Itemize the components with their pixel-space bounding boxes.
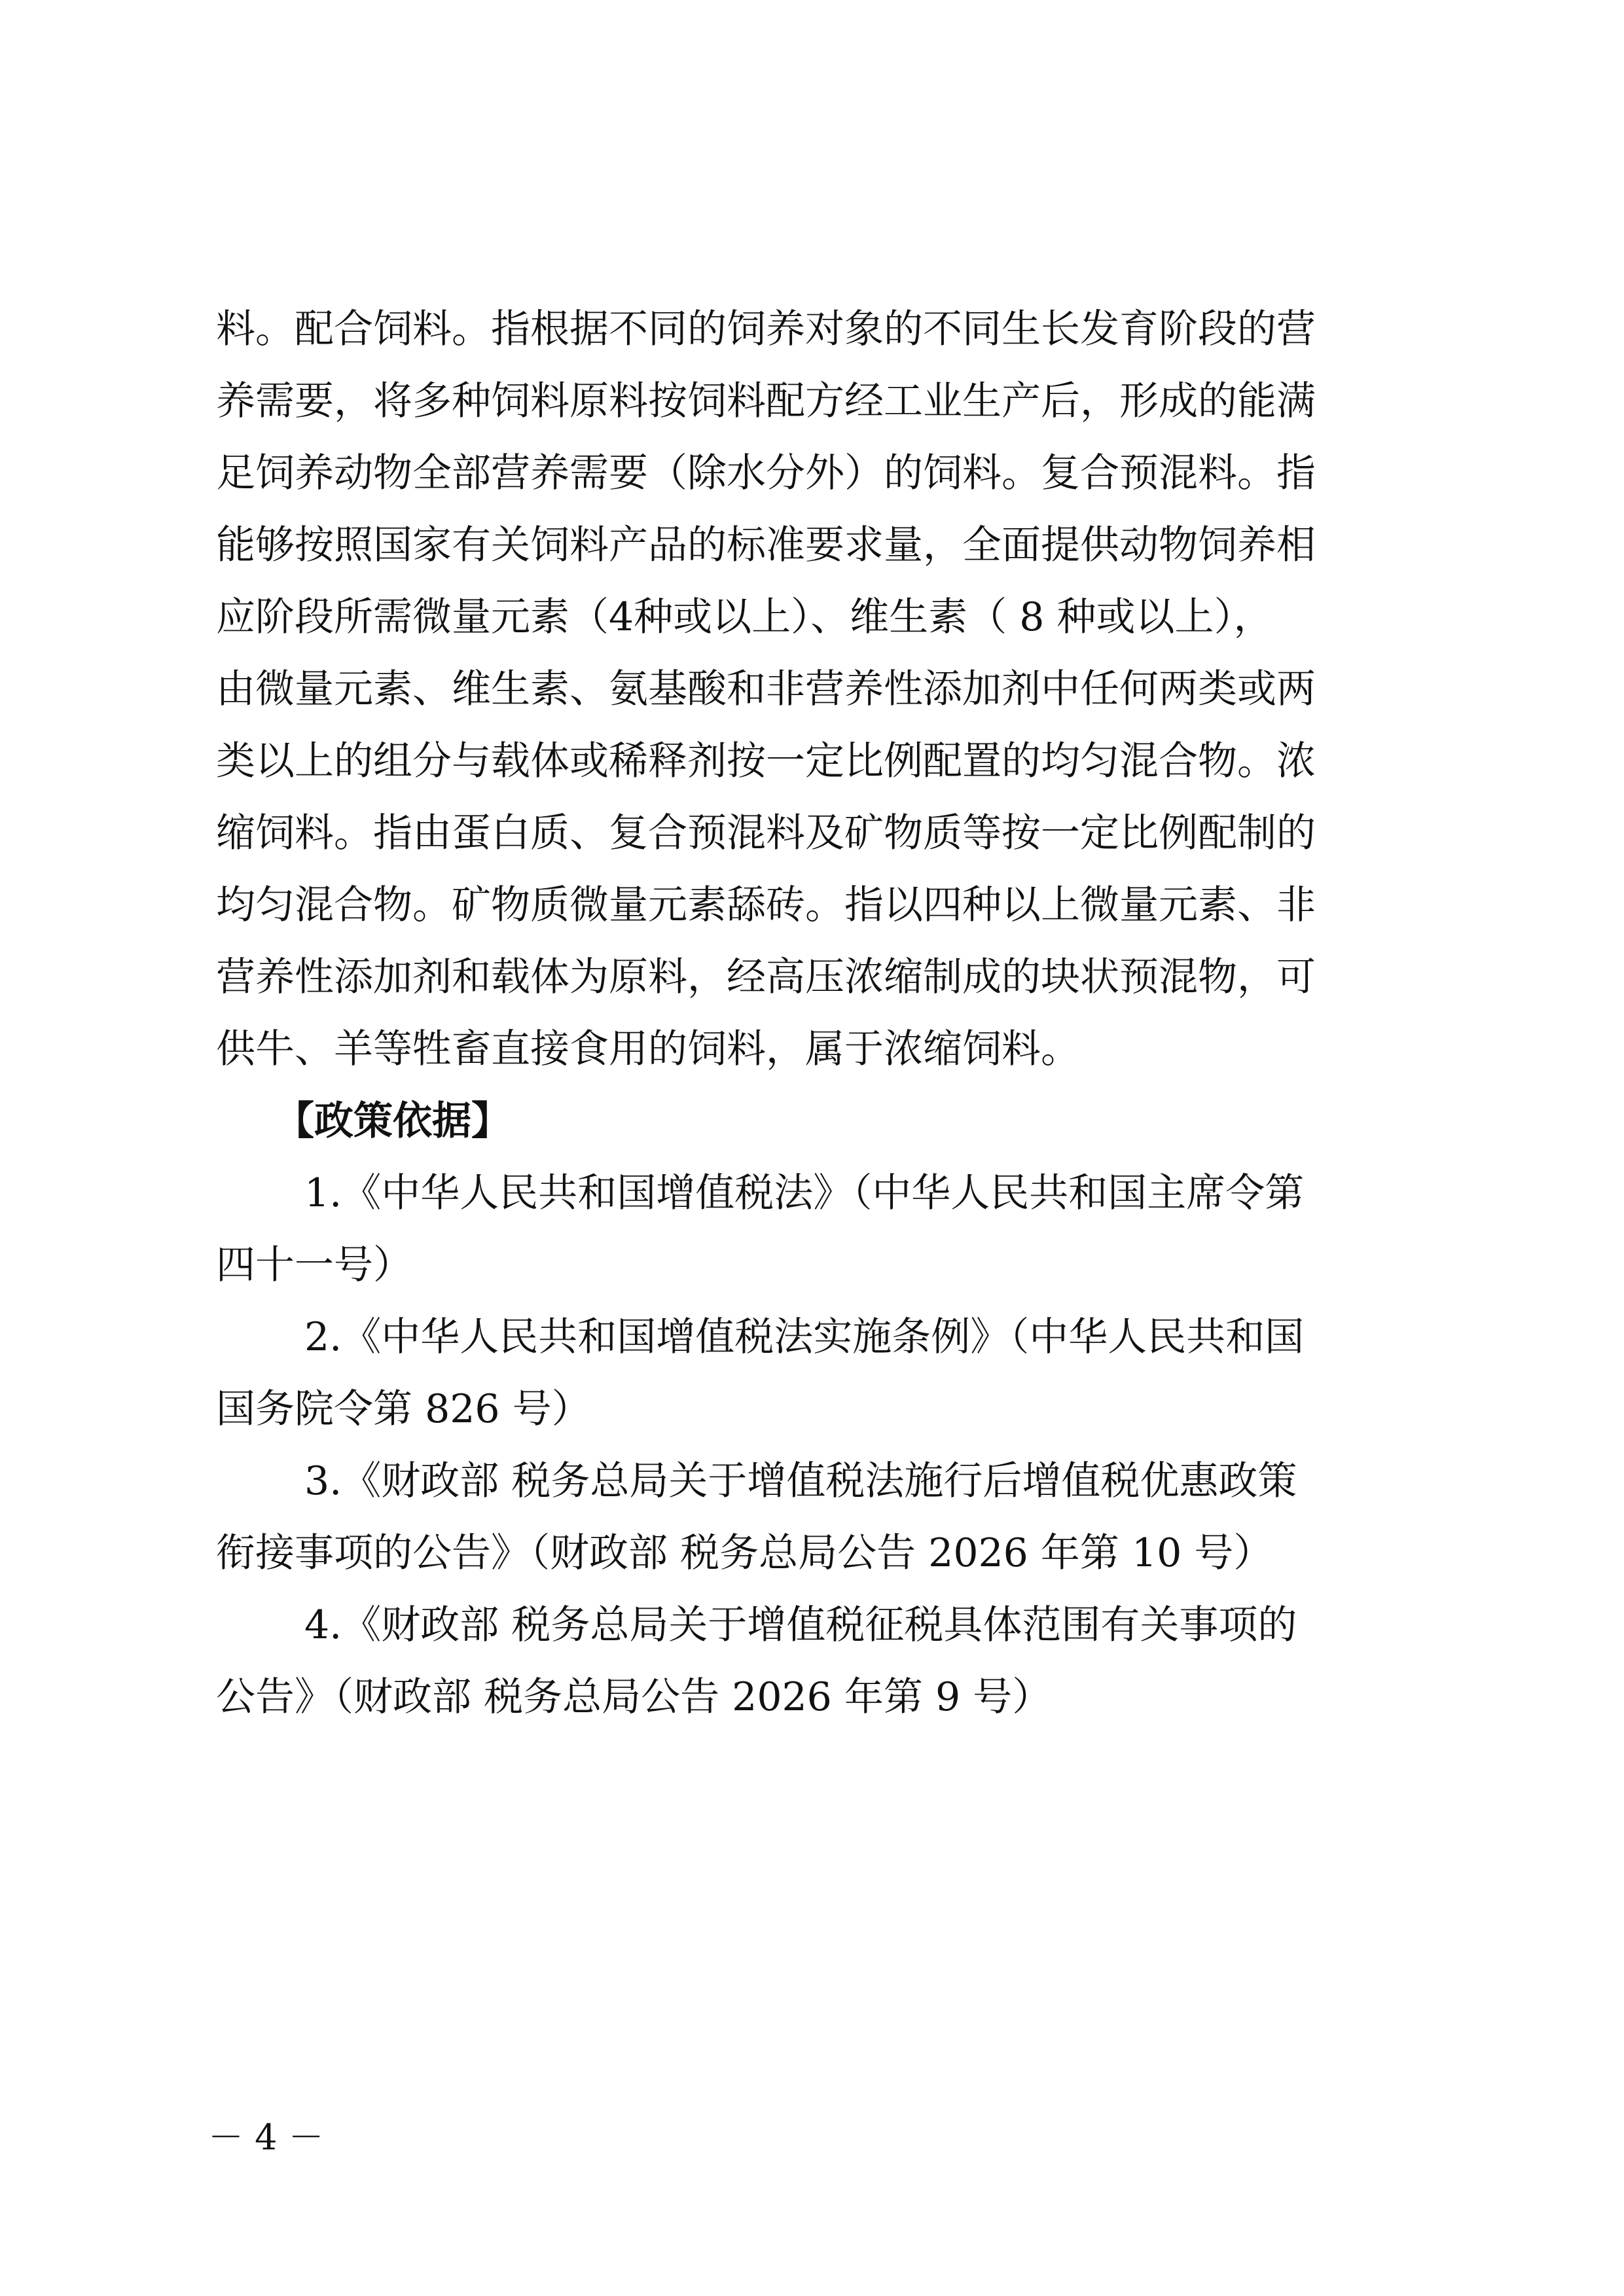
body-line: 缩饲料。指由蛋白质、复合预混料及矿物质等按一定比例配制的 (216, 810, 1316, 856)
body-line: 料。配合饲料。指根据不同的饲养对象的不同生长发育阶段的营 (216, 306, 1316, 352)
policy-item-3-line-1: 3.《财政部 税务总局关于增值税法施行后增值税优惠政策 (304, 1458, 1297, 1504)
body-line: 由微量元素、维生素、氨基酸和非营养性添加剂中任何两类或两 (216, 666, 1316, 712)
body-line: 供牛、羊等牲畜直接食用的饲料，属于浓缩饲料。 (216, 1026, 1080, 1072)
body-line: 营养性添加剂和载体为原料，经高压浓缩制成的块状预混物，可 (216, 954, 1316, 1000)
body-line: 应阶段所需微量元素（4种或以上）、维生素（ 8 种或以上）， (216, 594, 1273, 640)
policy-item-2-line-2: 国务院令第 826 号） (216, 1386, 591, 1432)
policy-item-4-line-2: 公告》（财政部 税务总局公告 2026 年第 9 号） (216, 1674, 1052, 1720)
policy-item-4-line-1: 4.《财政部 税务总局关于增值税征税具体范围有关事项的 (304, 1602, 1297, 1648)
policy-item-1-line-1: 1.《中华人民共和国增值税法》（中华人民共和国主席令第 (304, 1170, 1305, 1216)
policy-basis-heading: 【政策依据】 (275, 1098, 511, 1144)
body-line: 类以上的组分与载体或稀释剂按一定比例配置的均匀混合物。浓 (216, 738, 1316, 784)
body-line: 能够按照国家有关饲料产品的标准要求量，全面提供动物饲养相 (216, 522, 1316, 568)
page-number: － 4 － (208, 2117, 324, 2158)
body-line: 养需要，将多种饲料原料按饲料配方经工业生产后，形成的能满 (216, 378, 1316, 424)
document-body (216, 293, 1418, 1733)
body-line: 足饲养动物全部营养需要（除水分外）的饲料。复合预混料。指 (216, 450, 1316, 496)
policy-item-2-line-1: 2.《中华人民共和国增值税法实施条例》（中华人民共和国 (304, 1314, 1305, 1360)
policy-item-1-line-2: 四十一号） (216, 1242, 412, 1288)
policy-item-3-line-2: 衔接事项的公告》（财政部 税务总局公告 2026 年第 10 号） (216, 1530, 1273, 1576)
body-line: 均匀混合物。矿物质微量元素舔砖。指以四种以上微量元素、非 (216, 882, 1316, 928)
